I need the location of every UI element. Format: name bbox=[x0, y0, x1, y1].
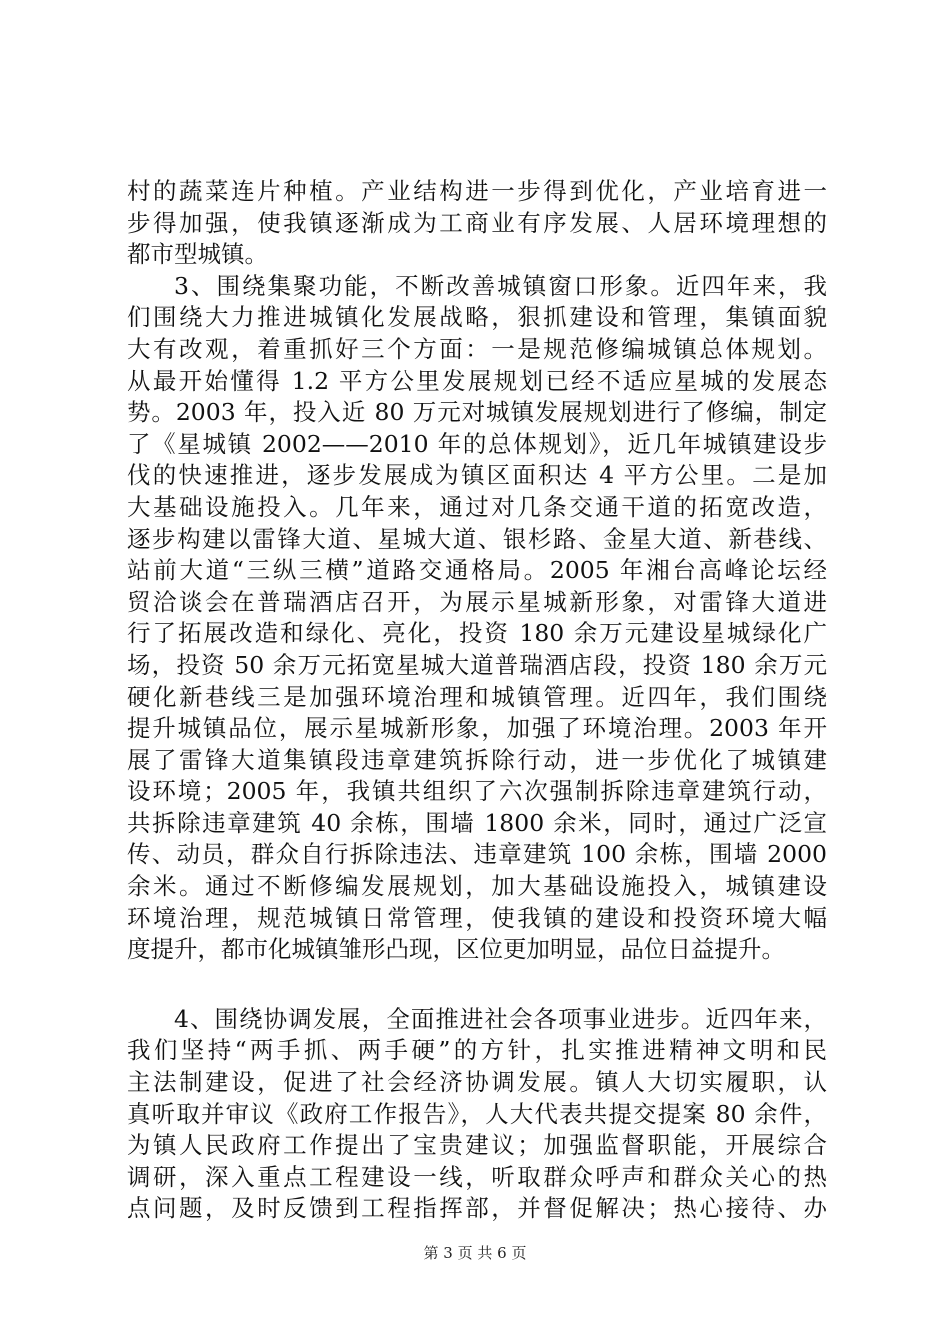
paragraph-1 bbox=[127, 176, 827, 271]
text-line: 共拆除违章建筑 40 余栋，围墙 1800 余米，同时，通过广泛宣 bbox=[127, 808, 827, 837]
paragraph-3 bbox=[127, 1004, 827, 1225]
text-line: 度提升，都市化城镇雏形凸现，区位更加明显，品位日益提升。 bbox=[127, 935, 785, 964]
text-line: 提升城镇品位，展示星城新形象，加强了环境治理。2003 年开 bbox=[127, 714, 827, 743]
text-line: 硬化新巷线三是加强环境治理和城镇管理。近四年，我们围绕 bbox=[127, 682, 827, 711]
text-line: 传、动员，群众自行拆除违法、违章建筑 100 余栋，围墙 2000 bbox=[127, 840, 827, 869]
text-line: 我们坚持“两手抓、两手硬”的方针，扎实推进精神文明和民 bbox=[127, 1036, 827, 1065]
text-line: 点问题，及时反馈到工程指挥部，并督促解决；热心接待、办 bbox=[127, 1194, 827, 1223]
page-number-footer: 第 3 页 共 6 页 bbox=[423, 1244, 527, 1262]
text-line: 余米。通过不断修编发展规划，加大基础设施投入，城镇建设 bbox=[127, 872, 827, 901]
text-line: 逐步构建以雷锋大道、星城大道、银杉路、金星大道、新巷线、 bbox=[127, 524, 827, 553]
text-line: 展了雷锋大道集镇段违章建筑拆除行动，进一步优化了城镇建 bbox=[127, 745, 827, 774]
text-line: 主法制建设，促进了社会经济协调发展。镇人大切实履职，认 bbox=[127, 1068, 827, 1097]
text-line: 4、围绕协调发展，全面推进社会各项事业进步。近四年来， bbox=[174, 1004, 827, 1033]
text-line: 贸洽谈会在普瑞酒店召开，为展示星城新形象，对雷锋大道进 bbox=[127, 587, 827, 616]
text-line: 环境治理，规范城镇日常管理，使我镇的建设和投资环境大幅 bbox=[127, 903, 827, 932]
text-line: 了《星城镇 2002——2010 年的总体规划》，近几年城镇建设步 bbox=[127, 429, 827, 458]
text-line: 从最开始懂得 1.2 平方公里发展规划已经不适应星城的发展态 bbox=[127, 366, 827, 395]
text-line: 行了拓展改造和绿化、亮化，投资 180 余万元建设星城绿化广 bbox=[127, 619, 827, 648]
text-line: 村的蔬菜连片种植。产业结构进一步得到优化，产业培育进一 bbox=[127, 177, 827, 205]
text-line: 伐的快速推进，逐步发展成为镇区面积达 4 平方公里。二是加 bbox=[127, 461, 827, 490]
text-line: 都市型城镇。 bbox=[127, 240, 268, 269]
text-line: 场，投资 50 余万元拓宽星城大道普瑞酒店段，投资 180 余万元 bbox=[127, 650, 827, 679]
text-line: 3、围绕集聚功能，不断改善城镇窗口形象。近四年来，我 bbox=[174, 271, 827, 300]
text-line: 真听取并审议《政府工作报告》，人大代表共提交提案 80 余件， bbox=[127, 1099, 827, 1128]
document-body bbox=[127, 176, 827, 1225]
text-line: 设环境；2005 年，我镇共组织了六次强制拆除违章建筑行动， bbox=[127, 777, 827, 806]
text-line: 站前大道“三纵三横”道路交通格局。2005 年湘台高峰论坛经 bbox=[127, 556, 827, 585]
paragraph-2 bbox=[127, 271, 827, 966]
text-line: 势。2003 年，投入近 80 万元对城镇发展规划进行了修编，制定 bbox=[127, 398, 827, 427]
paragraph-spacer bbox=[127, 966, 827, 1004]
text-line: 们围绕大力推进城镇化发展战略，狠抓建设和管理，集镇面貌 bbox=[127, 303, 827, 332]
text-line: 大基础设施投入。几年来，通过对几条交通干道的拓宽改造， bbox=[127, 492, 827, 521]
text-line: 步得加强，使我镇逐渐成为工商业有序发展、人居环境理想的 bbox=[127, 208, 827, 237]
text-line: 大有改观，着重抓好三个方面：一是规范修编城镇总体规划。 bbox=[127, 334, 827, 363]
text-line: 为镇人民政府工作提出了宝贵建议；加强监督职能，开展综合 bbox=[127, 1131, 827, 1160]
text-line: 调研，深入重点工程建设一线，听取群众呼声和群众关心的热 bbox=[127, 1162, 827, 1191]
